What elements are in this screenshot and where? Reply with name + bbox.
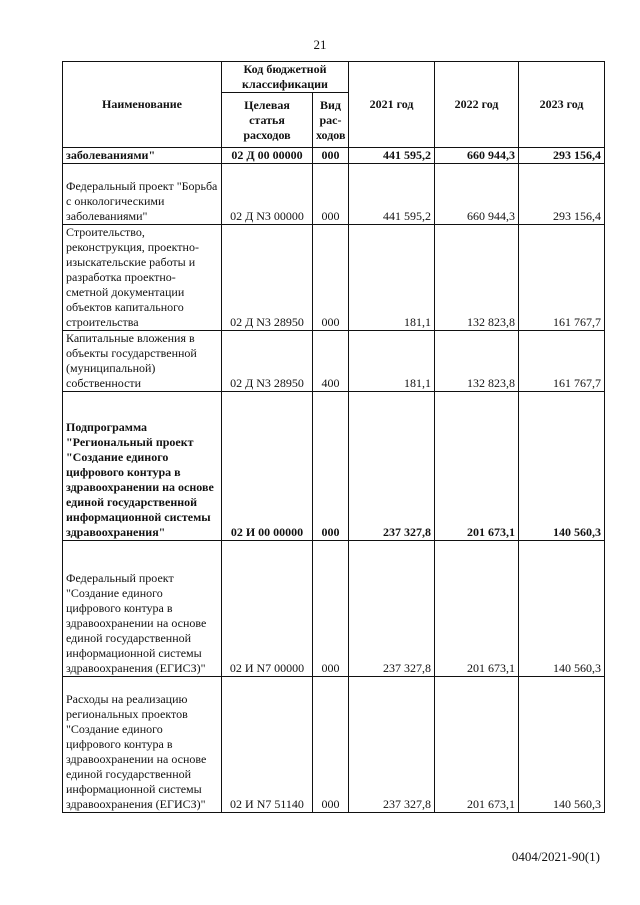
header-2022: 2022 год (435, 62, 519, 148)
table-row (63, 392, 605, 541)
row-value-2021: 441 595,2 (349, 148, 435, 164)
row-value-2022: 201 673,1 (435, 541, 519, 677)
header-2021: 2021 год (349, 62, 435, 148)
row-value-2022: 660 944,3 (435, 164, 519, 225)
row-value-2022: 132 823,8 (435, 331, 519, 392)
table-row (63, 225, 605, 331)
table-row (63, 541, 605, 677)
row-name: Капитальные вложения в объекты государственной (муниципальной) собственности (63, 331, 222, 392)
header-kbk: Код бюджетной классификации (222, 62, 349, 93)
row-vid-code: 000 (313, 677, 349, 813)
row-value-2022: 201 673,1 (435, 392, 519, 541)
row-target-code: 02 И N7 51140 (222, 677, 313, 813)
row-value-2022: 660 944,3 (435, 148, 519, 164)
row-vid-code: 400 (313, 331, 349, 392)
row-value-2021: 237 327,8 (349, 392, 435, 541)
table-row (63, 164, 605, 225)
table-row (63, 148, 605, 164)
document-code: 0404/2021-90(1) (511, 849, 600, 864)
row-target-code: 02 И 00 00000 (222, 392, 313, 541)
header-target: Целевая статья расходов (222, 93, 313, 148)
row-value-2023: 140 560,3 (519, 541, 605, 677)
row-vid-code: 000 (313, 225, 349, 331)
row-value-2023: 161 767,7 (519, 331, 605, 392)
row-vid-code: 000 (313, 392, 349, 541)
row-value-2021: 237 327,8 (349, 541, 435, 677)
table-row (63, 331, 605, 392)
row-value-2023: 140 560,3 (519, 677, 605, 813)
row-target-code: 02 Д N3 00000 (222, 164, 313, 225)
header-name: Наименование (63, 62, 222, 148)
header-2023: 2023 год (519, 62, 605, 148)
row-name: Подпрограмма "Региональный проект "Создание единого цифрового контура в здравоохранении на основе единой государственной информационной системы здравоохранения" (63, 392, 222, 541)
page-number: 21 (313, 37, 327, 52)
row-target-code: 02 Д N3 28950 (222, 331, 313, 392)
row-name: заболеваниями" (63, 148, 222, 164)
table-row (63, 677, 605, 813)
row-value-2021: 237 327,8 (349, 677, 435, 813)
row-vid-code: 000 (313, 148, 349, 164)
row-name: Федеральный проект "Борьба с онкологическими заболеваниями" (63, 164, 222, 225)
row-target-code: 02 И N7 00000 (222, 541, 313, 677)
row-value-2022: 201 673,1 (435, 677, 519, 813)
row-value-2021: 181,1 (349, 225, 435, 331)
row-name: Федеральный проект "Создание единого цифрового контура в здравоохранении на основе единой государственной информационной системы здравоохранения (ЕГИСЗ)" (63, 541, 222, 677)
header-vid: Вид рас-ходов (313, 93, 349, 148)
row-vid-code: 000 (313, 164, 349, 225)
row-value-2023: 293 156,4 (519, 164, 605, 225)
row-value-2023: 293 156,4 (519, 148, 605, 164)
row-value-2021: 181,1 (349, 331, 435, 392)
row-value-2023: 161 767,7 (519, 225, 605, 331)
row-target-code: 02 Д 00 00000 (222, 148, 313, 164)
budget-table (62, 61, 605, 813)
row-target-code: 02 Д N3 28950 (222, 225, 313, 331)
row-name: Строительство, реконструкция, проектно-изыскательские работы и разработка проектно-сметной документации объектов капитального строительства (63, 225, 222, 331)
row-name: Расходы на реализацию региональных проектов "Создание единого цифрового контура в здравоохранении на основе единой государственной информационной системы здравоохранения (ЕГИСЗ)" (63, 677, 222, 813)
row-value-2023: 140 560,3 (519, 392, 605, 541)
row-vid-code: 000 (313, 541, 349, 677)
row-value-2022: 132 823,8 (435, 225, 519, 331)
row-value-2021: 441 595,2 (349, 164, 435, 225)
